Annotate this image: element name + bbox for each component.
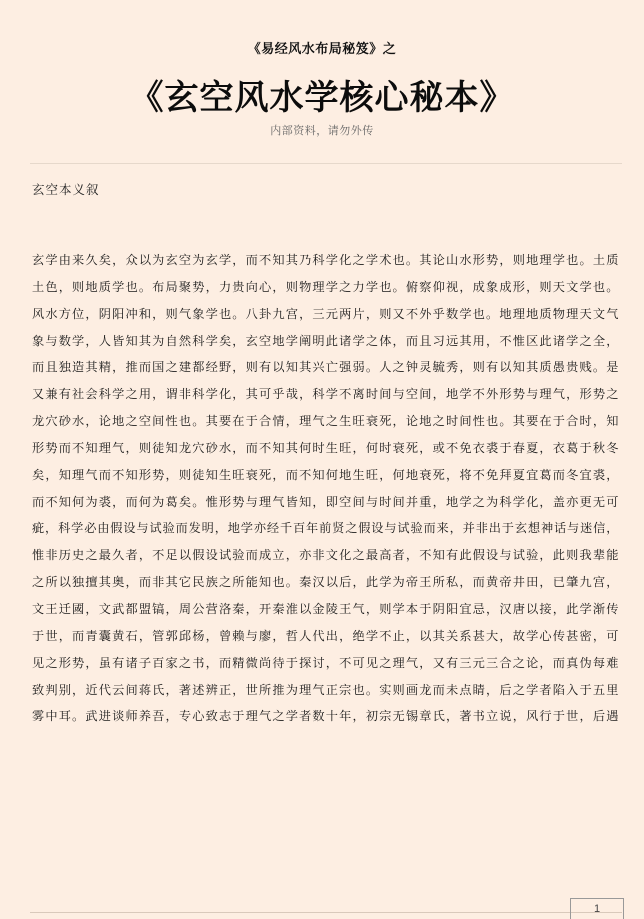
page-number: 1 <box>570 898 624 919</box>
main-title: 《玄空风水学核心秘本》 <box>129 78 515 118</box>
body-line: 玄学由来久矣，众以为玄空为玄学，而不知其乃科学化之学术也。其论山水形势，则地理学也。土质 <box>32 253 619 267</box>
section-heading: 玄空本义叙 <box>32 182 100 197</box>
series-title: 《易经风水布局秘笈》之 <box>247 42 397 57</box>
footer-divider <box>30 912 622 913</box>
body-line: 之所以独擅其奥，而非其它民族之所能知也。秦汉以后，此学为帝王所私，而黄帝井田，已肇九宫， <box>32 575 619 590</box>
body-line: 雾中耳。武进谈师养吾，专心致志于理气之学者数十年，初宗无锡章氏，著书立说，风行于世，后遇 <box>32 709 619 724</box>
body-line: 而不知何为裘，而何为葛矣。惟形势与理气皆知，即空间与时间并重，地学之为科学化，盖亦更无可 <box>32 494 619 509</box>
body-text <box>32 250 619 733</box>
body-line: 见之形势，虽有诸子百家之书，而精微尚待于探讨，不可见之理气，又有三元三合之论，而真伪每难 <box>32 655 619 670</box>
body-line: 龙穴砂水，论地之空间性也。其要在于合情，理气之生旺衰死，论地之时间性也。其要在于合时，知 <box>32 414 619 429</box>
body-line: 而且独造其精，推而国之建都经野，则有以知其兴亡强弱。人之钟灵毓秀，则有以知其质愚贵贱。是 <box>32 360 619 375</box>
body-line: 惟非历史之最久者，不足以假设试验而成立，亦非文化之最高者，不知有此假设与试验，此则我辈能 <box>32 548 619 563</box>
body-line: 风水方位，阴阳冲和，则气象学也。八卦九宫，三元两片，则又不外乎数学也。地理地质物理天文气 <box>32 306 619 321</box>
body-line: 矣，知理气而不知形势，则徒知生旺衰死，而不知何地生旺，何地衰死，将不免拜夏宜葛而冬宜裘， <box>32 467 619 482</box>
body-line: 文王迁國，文武都盟镐，周公营洛秦，开秦淮以金陵王气，则学本于阴阳宜忌，汉唐以接，此学渐传 <box>32 601 619 616</box>
subtitle: 内部资料，请勿外传 <box>270 124 374 137</box>
body-line: 致判别，近代云间蒋氏，著述辨正，世所推为理气正宗也。实则画龙而未点睛，后之学者陷入于五里 <box>32 682 619 697</box>
header-divider <box>30 163 622 164</box>
body-line: 土色，则地质学也。布局聚势，力贵向心，则物理学之力学也。俯察仰视，成象成形，则天文学也。 <box>32 279 619 294</box>
body-line: 于世，而青囊黄石，管郭邱杨，曾赖与廖，哲人代出，绝学不止，以其关系甚大，故学心传甚密，可 <box>32 628 619 643</box>
body-line: 象与数学，人皆知其为自然科学矣，玄空地学阐明此诸学之体，而且习远其用，不惟区此诸学之全， <box>32 333 619 348</box>
body-line: 又兼有社会科学之用，谓非科学化，其可乎哉，科学不离时间与空间，地学不外形势与理气，形势之 <box>32 387 619 402</box>
body-line: 疵，科学必由假设与试验而发明，地学亦经千百年前贤之假设与试验而来，并非出于玄想神话与迷信， <box>32 521 619 536</box>
body-line: 形势而不知理气，则徒知龙穴砂水，而不知其何时生旺，何时衰死，或不免衣裘于春夏，衣葛于秋冬 <box>32 440 619 455</box>
